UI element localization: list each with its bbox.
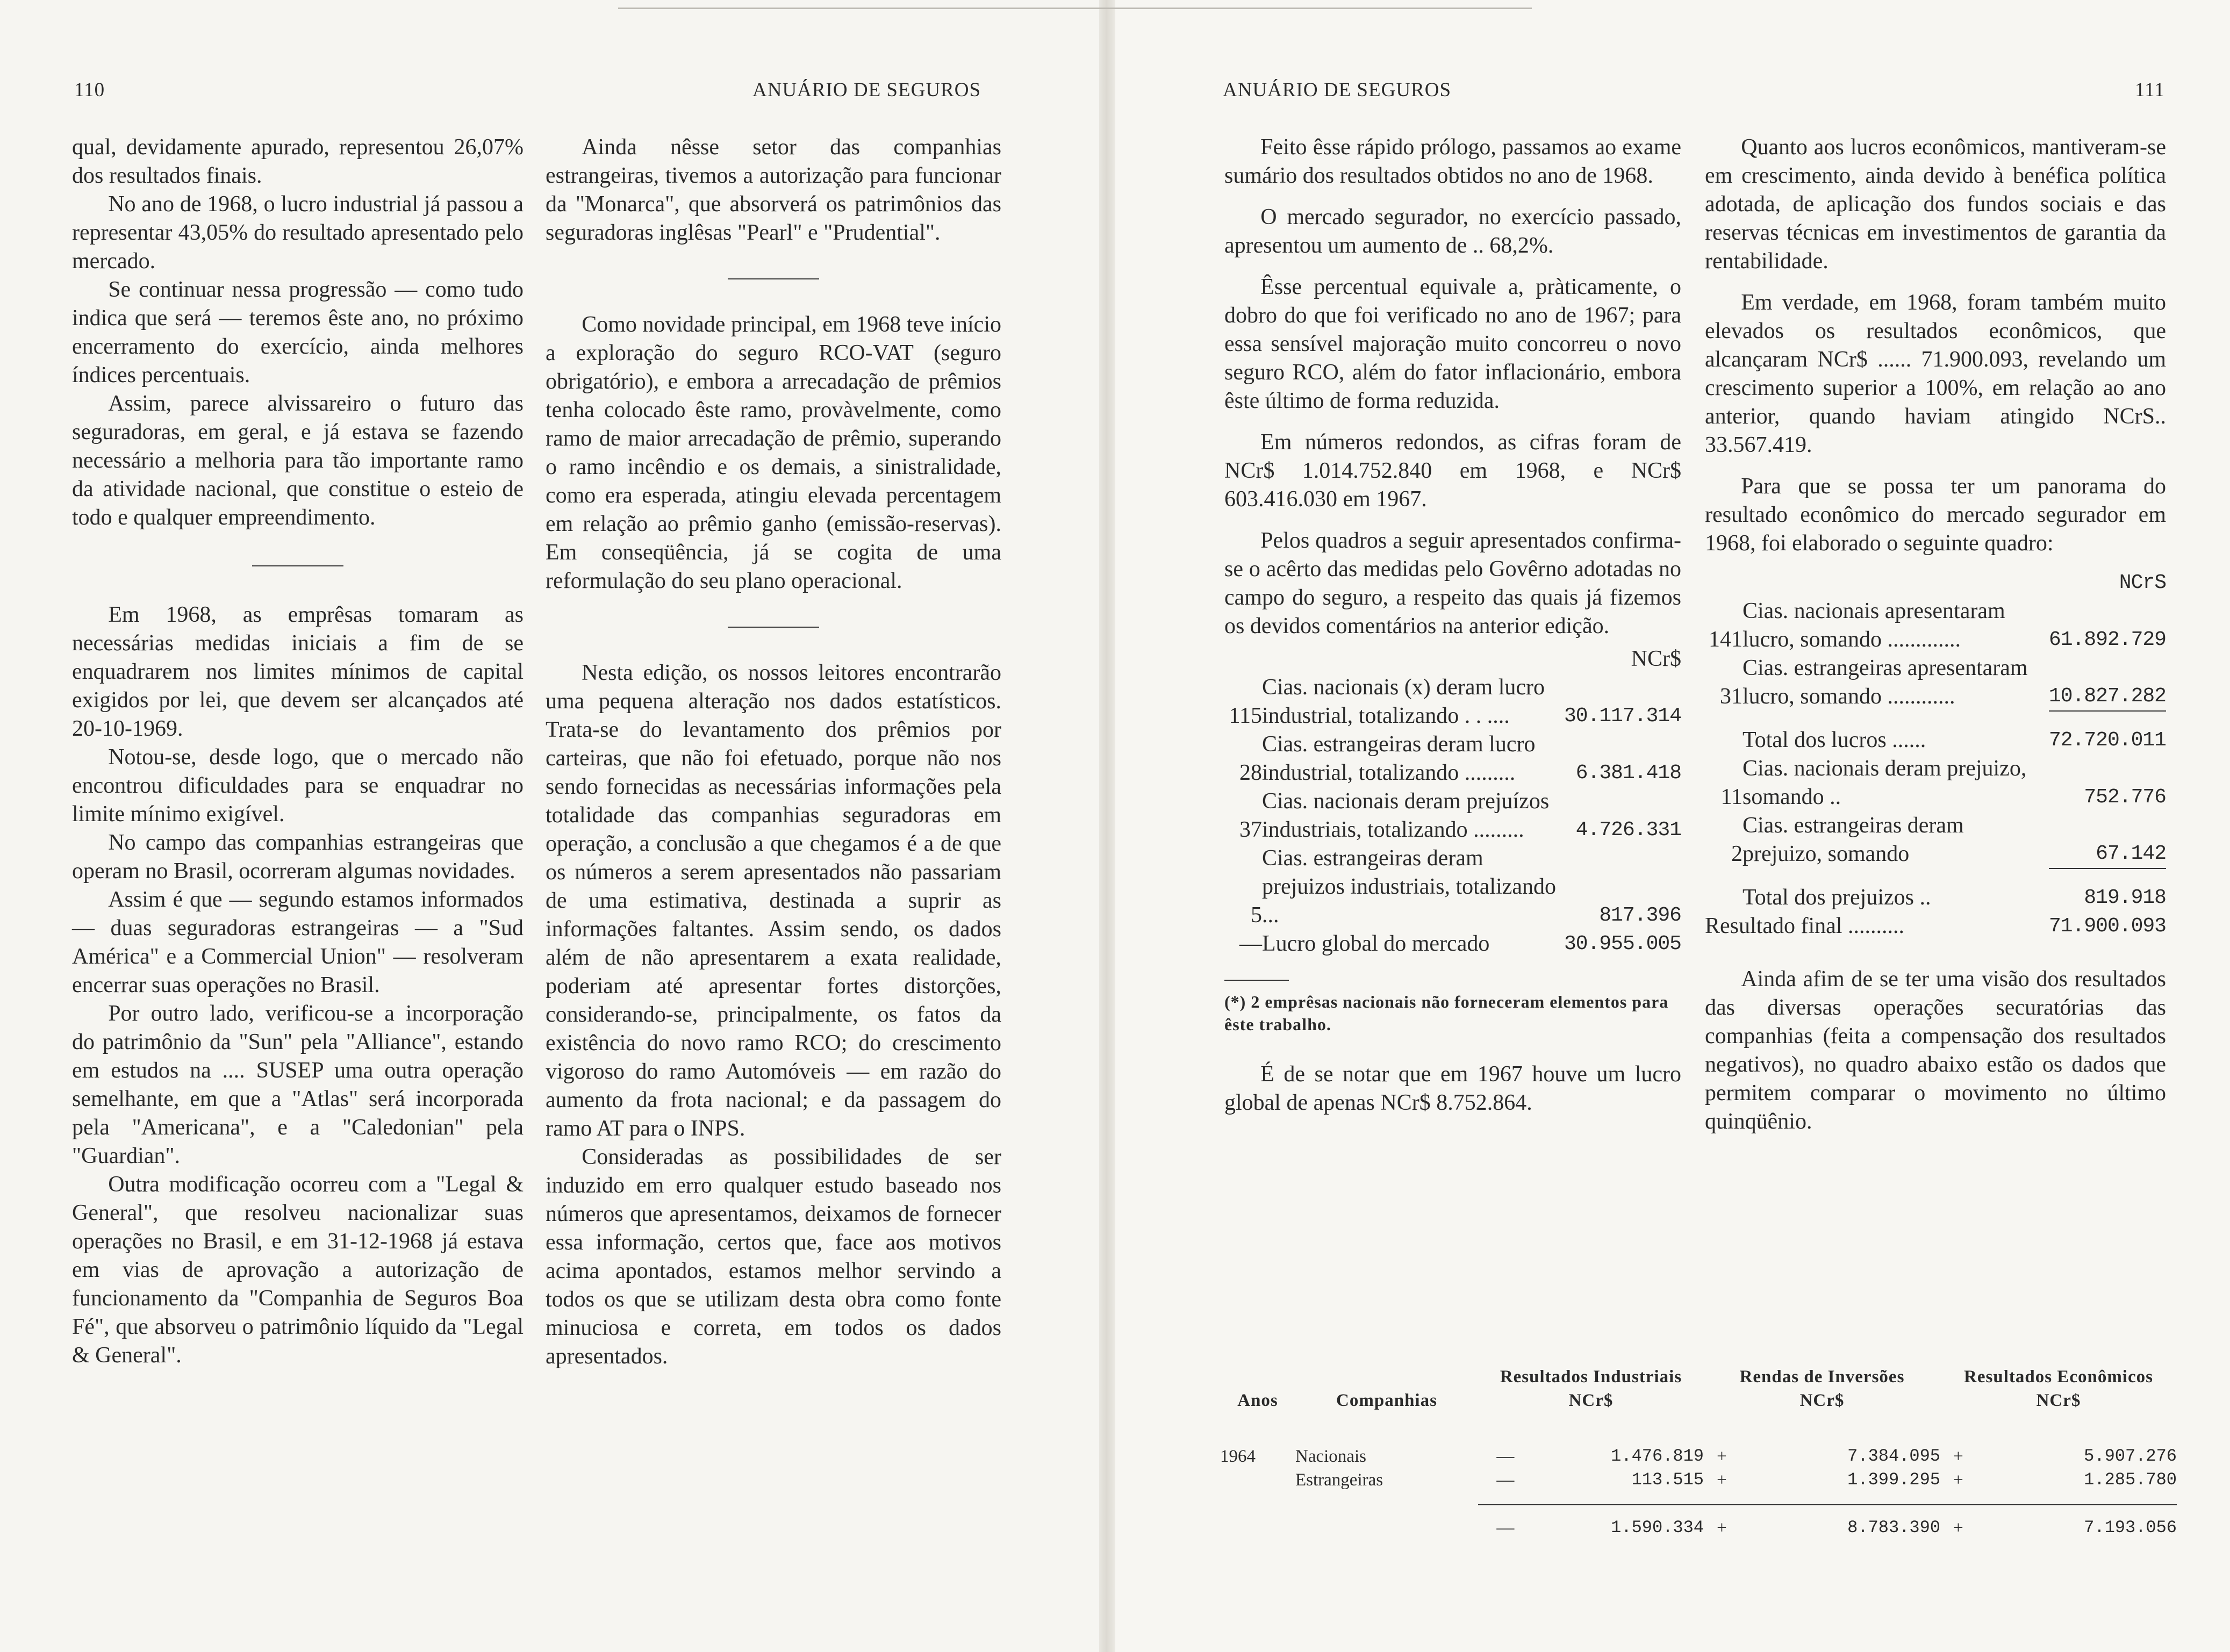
sign: — xyxy=(1496,1518,1515,1538)
table-row xyxy=(1705,755,2166,811)
row-count xyxy=(1705,711,1743,755)
row-label: Cias. nacionais deram prejuizo, somando .. xyxy=(1743,756,2027,809)
table-row xyxy=(1224,844,1681,930)
table-row xyxy=(1224,730,1681,787)
left-column-1 xyxy=(72,133,524,1370)
footnote: (*) 2 emprêsas nacionais não forneceram elementos para êste trabalho. xyxy=(1224,992,1669,1034)
page-number-left: 110 xyxy=(74,79,105,101)
header-anos: Anos xyxy=(1237,1391,1278,1410)
row-count: 141 xyxy=(1709,627,1743,652)
company-cell: Nacionais xyxy=(1295,1447,1366,1466)
row-label: Cias. nacionais deram prejuízos industriais, totalizando ......... xyxy=(1262,789,1550,842)
row-label: Cias. nacionais apresentaram lucro, somando ............. xyxy=(1743,599,2005,652)
quinquennium-table xyxy=(1220,1365,2177,1540)
running-head-left: ANUÁRIO DE SEGUROS xyxy=(752,79,981,101)
header-unit: NCr$ xyxy=(2036,1391,2081,1410)
paragraph: Notou-se, desde logo, que o mercado não encontrou dificuldades para se enquadrar no limite mínimo exigível. xyxy=(72,745,524,827)
paragraph: Como novidade principal, em 1968 teve início a exploração do seguro RCO-VAT (seguro obrigatório), e embora a arrecadação de prêmios tenha colocado êste ramo, provàvelmente, como ramo de maior arrecadação de prêmio, superando o ramo incêndio e os demais, a sinistralidade, como era esperada, atingiu elevada percentagem em relação ao prêmio ganho (emissão-reservas). Em conseqüência, já se cogita de uma reformulação do seu plano operacional. xyxy=(546,312,1001,593)
table-row xyxy=(1224,930,1681,958)
paragraph: Consideradas as possibilidades de ser induzido em erro qualquer estudo baseado nos números que apresentamos, deixamos de fornecer essa informação, certos que, face aos motivos acima apontados, estamos melhor servindo a todos os que se utilizam desta obra como fonte minuciosa e correta, em todos os dados apresentados. xyxy=(546,1145,1001,1369)
sign: — xyxy=(1496,1470,1515,1490)
row-label: Total dos prejuizos .. xyxy=(1743,885,1931,910)
row-value: 72.720.011 xyxy=(2049,711,2166,755)
table-row xyxy=(1705,654,2166,711)
header-unit: NCr$ xyxy=(1799,1391,1845,1410)
right-column-1 xyxy=(1224,133,1681,1117)
paragraph: É de se notar que em 1967 houve um lucro global de apenas NCr$ 8.752.864. xyxy=(1224,1062,1681,1115)
table-row xyxy=(1224,787,1681,844)
paragraph: No ano de 1968, o lucro industrial já passou a representar 43,05% do resultado apresentado pelo mercado. xyxy=(72,192,524,274)
currency-header: NCr$ xyxy=(1631,647,1681,671)
value-cell: 8.783.390 xyxy=(1847,1518,1940,1538)
paragraph: Por outro lado, verificou-se a incorporação do patrimônio da "Sun" pela "Alliance", estando em estudos na .... SUSEP uma outra operação semelhante, em que a "Atlas" será incorporada pela "Americana", e a "Caledonian" pela "Guardian". xyxy=(72,1001,524,1168)
paragraph: Ainda nêsse setor das companhias estrangeiras, tivemos a autorização para funcionar da "Monarca", que absorverá os patrimônios das seguradoras inglêsas "Pearl" e "Prudential". xyxy=(546,135,1001,245)
left-column-2 xyxy=(546,133,1001,1371)
sign: + xyxy=(1953,1470,1963,1490)
economic-results-table xyxy=(1705,569,2166,940)
currency-header: NCrS xyxy=(2119,571,2166,594)
row-count: 5 xyxy=(1251,903,1262,928)
paragraph: Assim é que — segundo estamos informados — duas seguradoras estrangeiras — a "Sud América" e a Commercial Union" — resolveram encerrar suas operações no Brasil. xyxy=(72,887,524,997)
row-count: 31 xyxy=(1720,684,1743,709)
sign: + xyxy=(1717,1518,1727,1538)
table-row xyxy=(1705,912,2166,940)
sign: + xyxy=(1717,1447,1727,1466)
section-divider xyxy=(252,565,343,566)
sign: + xyxy=(1717,1470,1727,1490)
paragraph: Para que se possa ter um panorama do resultado econômico do mercado segurador em 1968, foi elaborado o seguinte quadro: xyxy=(1705,474,2166,556)
paragraph: Em números redondos, as cifras foram de NCr$ 1.014.752.840 em 1968, e NCr$ 603.416.030 em 1967. xyxy=(1224,430,1681,512)
table-row xyxy=(1705,811,2166,868)
row-value: 817.396 xyxy=(1599,904,1681,927)
row-count: 28 xyxy=(1239,760,1262,785)
paragraph: O mercado segurador, no exercício passado, apresentou um aumento de .. 68,2%. xyxy=(1224,205,1681,258)
section-divider xyxy=(728,627,819,628)
row-label: Cias. estrangeiras apresentaram lucro, somando ............ xyxy=(1743,656,2028,709)
paragraph: Feito êsse rápido prólogo, passamos ao exame sumário dos resultados obtidos no ano de 1968. xyxy=(1224,135,1681,188)
table-row xyxy=(1224,673,1681,730)
row-label: Total dos lucros ...... xyxy=(1743,728,1926,752)
row-count: 11 xyxy=(1720,785,1743,809)
paragraph: Em 1968, as emprêsas tomaram as necessárias medidas iniciais a fim de se enquadrarem nos limites mínimos de capital exigidos por lei, que devem ser alcançados até 20-10-1969. xyxy=(72,602,524,741)
paragraph: Em verdade, em 1968, foram também muito elevados os resultados econômicos, que alcançaram NCr$ ...... 71.900.093, revelando um crescimento superior a 100%, em relação ao ano anterior, quando haviam atingido NCrS.. 33.567.419. xyxy=(1705,290,2166,457)
row-value: 4.726.331 xyxy=(1575,818,1681,842)
table-total-row xyxy=(1220,1505,2177,1540)
row-value: 30.955.005 xyxy=(1564,932,1681,956)
paragraph: Quanto aos lucros econômicos, mantiveram-se em crescimento, ainda devido à benéfica política adotada, de aplicação dos fundos sociais e das reservas técnicas em investimentos de garantia da rentabilidade. xyxy=(1705,135,2166,274)
footnote-rule xyxy=(1224,980,1289,981)
row-label: Cias. estrangeiras deram prejuizo, somando xyxy=(1743,813,1964,866)
header-industriais: Resultados Industriais xyxy=(1500,1367,1682,1387)
table-row xyxy=(1220,1468,2177,1492)
paragraph: Nesta edição, os nossos leitores encontrarão uma pequena alteração nos dados estatísticos. Trata-se do levantamento dos prêmios por carteiras, que não foi efetuado, porque não nos sendo fornecidas as necessárias informações pela totalidade das companhias seguradoras em operação, a conclusão a que chegamos é a de que os números a serem apresentados não passariam de uma estimativa, destinada a suprir as informações faltantes. Assim sendo, os dados além de não apresentarem a exata realidade, poderiam até apresentar fortes distorções, considerando-se, principalmente, os fatos da existência do novo ramo RCO; do crescimento vigoroso do ramo Automóveis — em razão do aumento da frota nacional; e da passagem do ramo AT para o INPS. xyxy=(546,660,1001,1141)
paragraph: Assim, parece alvissareiro o futuro das seguradoras, em geral, e já estava se fazendo necessário a melhoria para tão importante ramo da atividade nacional, que constitue o esteio de todo e qualquer empreendimento. xyxy=(72,391,524,530)
row-label: Resultado final .......... xyxy=(1705,914,1904,938)
industrial-results-table xyxy=(1224,645,1681,958)
table-row xyxy=(1220,1445,2177,1468)
paragraph: Se continuar nessa progressão — como tudo indica que será — teremos êste ano, no próximo encerramento do exercício, ainda melhores índices percentuais. xyxy=(72,277,524,387)
row-count: 115 xyxy=(1229,703,1262,728)
row-value: 30.117.314 xyxy=(1564,705,1681,728)
paragraph: No campo das companhias estrangeiras que operam no Brasil, ocorreram algumas novidades. xyxy=(72,830,524,884)
value-cell: 1.285.780 xyxy=(2084,1470,2177,1490)
value-cell: 1.399.295 xyxy=(1847,1470,1940,1490)
paragraph: Outra modificação ocorreu com a "Legal & General", que resolveu nacionalizar suas operações no Brasil, e em 31-12-1968 já estava em vias de aprovação a autorização de funcionamento da "Companhia de Seguros Boa Fé", que absorveu o patrimônio líquido da "Legal & General". xyxy=(72,1172,524,1368)
row-label: Lucro global do mercado xyxy=(1262,931,1490,956)
top-edge-line xyxy=(618,8,1532,9)
year-cell: 1964 xyxy=(1220,1447,1256,1466)
row-label: Cias. nacionais (x) deram lucro industrial, totalizando . . .... xyxy=(1262,675,1545,728)
table-row xyxy=(1705,868,2166,912)
header-economicos: Resultados Econômicos xyxy=(1964,1367,2153,1387)
value-cell: 1.476.819 xyxy=(1611,1446,1704,1466)
paragraph: Êsse percentual equivale a, pràticamente, o dobro do que foi verificado no ano de 1967; para essa sensível majoração muito concorreu o novo seguro RCO, além do fator inflacionário, embora êste último de forma reduzida. xyxy=(1224,275,1681,413)
sign: + xyxy=(1953,1447,1963,1466)
value-cell: 7.384.095 xyxy=(1847,1446,1940,1466)
row-count: 37 xyxy=(1239,817,1262,842)
company-cell: Estrangeiras xyxy=(1295,1470,1383,1490)
header-unit: NCr$ xyxy=(1568,1391,1614,1410)
row-count xyxy=(1705,868,1743,912)
value-cell: 5.907.276 xyxy=(2084,1446,2177,1466)
section-divider xyxy=(728,278,819,279)
row-value: 6.381.418 xyxy=(1575,762,1681,785)
header-companhias: Companhias xyxy=(1336,1391,1437,1410)
sign: — xyxy=(1496,1447,1515,1466)
right-column-2 xyxy=(1705,133,2166,1136)
value-cell: 7.193.056 xyxy=(2084,1518,2177,1538)
table-row xyxy=(1705,711,2166,755)
row-label: Cias. estrangeiras deram lucro industrial, totalizando ......... xyxy=(1262,732,1536,785)
row-value: 61.892.729 xyxy=(2048,628,2166,651)
value-cell: 1.590.334 xyxy=(1611,1518,1704,1538)
row-count: 2 xyxy=(1731,842,1743,866)
value-cell: 113.515 xyxy=(1631,1470,1704,1490)
row-count: — xyxy=(1239,931,1262,956)
row-value: 67.142 xyxy=(2096,842,2166,865)
row-value: 752.776 xyxy=(2084,786,2166,809)
table-row xyxy=(1705,569,2166,654)
paragraph: Pelos quadros a seguir apresentados confirma-se o acêrto das medidas pelo Govêrno adotadas no campo do seguro, a respeito das quais já fizemos os devidos comentários na anterior edição. xyxy=(1224,528,1681,638)
header-inversoes: Rendas de Inversões xyxy=(1739,1367,1905,1387)
paragraph: Ainda afim de se ter uma visão dos resultados das diversas operações securatórias das companhias (feita a compensação dos resultados negativos), no quadro abaixo estão os dados que permitem comparar o movimento no último quinqüênio. xyxy=(1705,967,2166,1134)
paragraph: qual, devidamente apurado, representou 26,07% dos resultados finais. xyxy=(72,135,524,188)
sign: + xyxy=(1953,1518,1963,1538)
page-number-right: 111 xyxy=(2135,79,2165,101)
book-gutter xyxy=(1099,0,1115,1652)
row-value: 71.900.093 xyxy=(2048,915,2166,938)
running-head-right: ANUÁRIO DE SEGUROS xyxy=(1223,79,1452,101)
row-label: Cias. estrangeiras deram prejuizos industriais, totalizando ... xyxy=(1262,846,1557,928)
row-value: 819.918 xyxy=(2049,868,2166,912)
row-value: 10.827.282 xyxy=(2048,685,2166,708)
